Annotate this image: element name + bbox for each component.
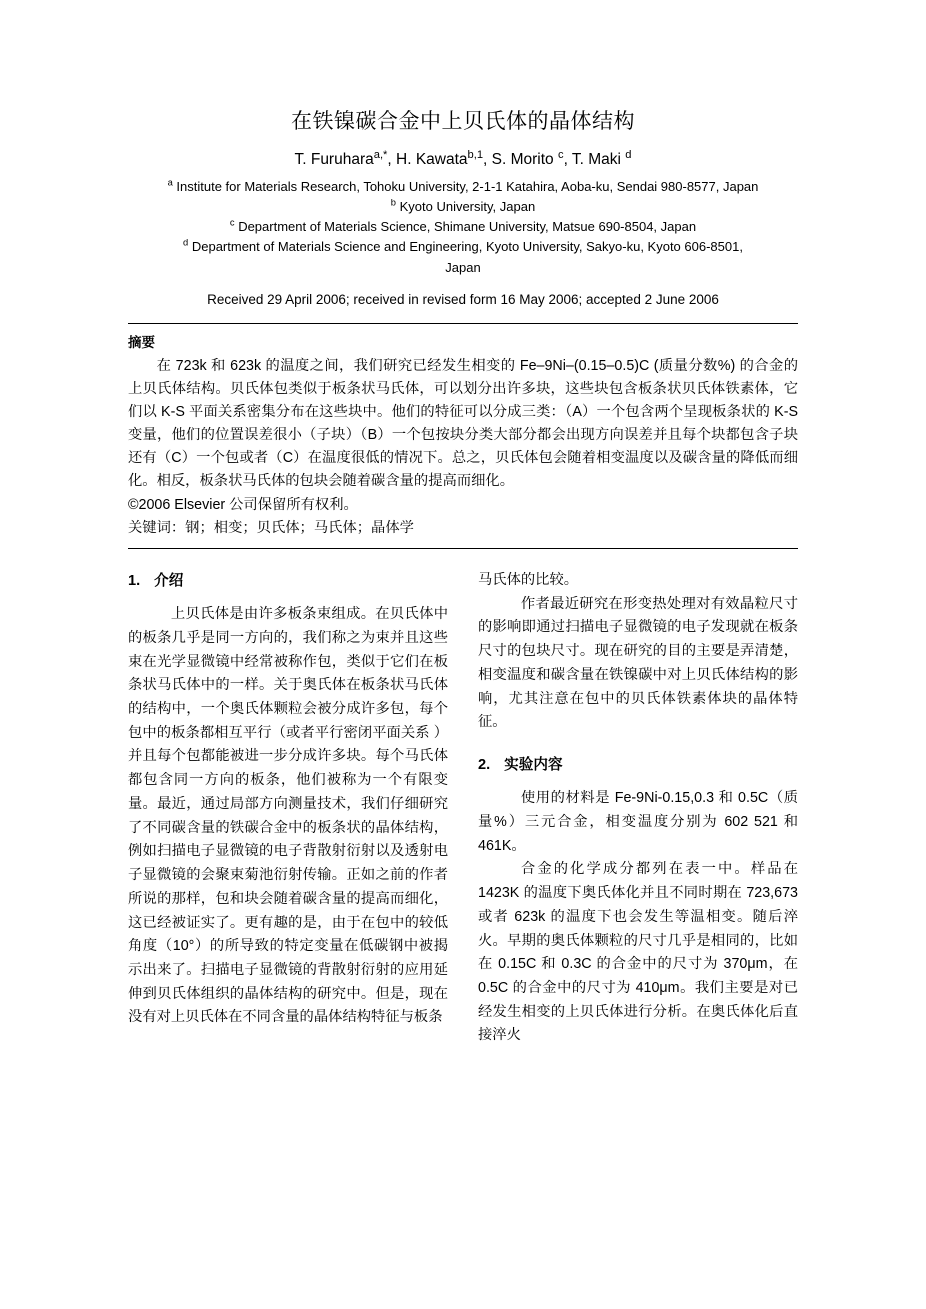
author-2-sup: b,1	[467, 149, 484, 162]
affiliation-a-text: Institute for Materials Research, Tohoku University, 2-1-1 Katahira, Aoba-ku, Sendai 980-8577, Japan	[172, 178, 759, 194]
received-dates: Received 29 April 2006; received in revised form 16 May 2006; accepted 2 June 2006	[207, 291, 719, 307]
author-2: , H. Kawata	[387, 151, 468, 169]
affiliation-c-text: Department of Materials Science, Shimane University, Matsue 690-8504, Japan	[234, 219, 697, 235]
affiliation-b-text: Kyoto University, Japan	[395, 199, 536, 215]
section-1-heading	[128, 569, 448, 593]
abstract-body	[128, 355, 798, 540]
left-column	[128, 569, 448, 1048]
affiliation-d	[128, 237, 798, 257]
affiliation-d-marker: d	[183, 238, 189, 249]
affiliation-d-line2: Japan	[445, 259, 481, 275]
section-1-title: 介绍	[154, 572, 184, 589]
section-2-number: 2.	[478, 756, 491, 773]
right-column-spacer	[478, 735, 798, 753]
abstract-bottom-rule	[128, 548, 798, 549]
affiliation-c	[128, 217, 798, 237]
body-columns	[128, 569, 798, 1048]
section-2-paragraph-1: 使用的材料是 Fe-9Ni-0.15,0.3 和 0.5C（质量%）三元合金，相变温度分别为 602 521 和 461K。	[478, 790, 798, 854]
author-1-sup: a,*	[373, 149, 388, 162]
author-1: T. Furuhara	[294, 151, 374, 169]
section-2-title: 实验内容	[504, 756, 563, 773]
section-1-paragraph-1: 上贝氏体是由许多板条束组成。在贝氏体中的板条几乎是同一方向的，我们称之为束并且这些束在光学显微镜中经常被称作包，类似于它们在板条状马氏体中的一样。关于奥氏体在板条状马氏体的结构中，一个奥氏体颗粒会被分成许多包，每个包中的板条都相互平行（或者平行密闭平面关系 ）并且每个包都能被进一步分成许多块。每个马氏体都包含同一方向的板条，他们被称为一个有限变量。最近，通过局部方向测量技术，我们仔细研究了不同碳含量的铁碳合金中的板条状的晶体结构，例如扫描电子显微镜的电子背散射衍射以及透射电子显微镜的会聚束菊池衍射传输。正如之前的作者所说的那样，包和块会随着碳含量的提高而细化，这已经被证实了。更有趣的是，由于在包中的较低角度（10°）的所导致的特定变量在低碳钢中被揭示出来了。扫描电子显微镜的背散射衍射的应用延伸到贝氏体组织的晶体结构的研究中。但是，现在没有对上贝氏体在不同含量的晶体结构特征与板条	[128, 606, 448, 1026]
affiliation-b	[128, 197, 798, 217]
author-3-sup: c	[557, 149, 564, 162]
author-4: , T. Maki	[563, 151, 626, 169]
abstract-keywords: 关键词：钢；相变；贝氏体；马氏体；晶体学	[128, 519, 414, 536]
abstract-top-rule	[128, 323, 798, 324]
abstract-copyright: ©2006 Elsevier 公司保留所有权利。	[128, 496, 358, 513]
author-4-sup: d	[625, 149, 632, 162]
abstract-paragraph-1: 在 723k 和 623k 的温度之间，我们研究已经发生相变的 Fe–9Ni–(0.15–0.5)C (质量分数%) 的合金的上贝氏体结构。贝氏体包类似于板条状马氏体，可以划分出许多块，这些块包含板条状贝氏体铁素体，它们以 K-S 平面关系密集分布在这些块中。他们的特征可以分成三类：（A）一个包含两个呈现板条状的 K-S 变量，他们的位置误差很小（子块）（B）一个包按块分类大部分都会出现方向误差并且每个块都包含子块还有（C）一个包或者（C）在温度很低的情况下。总之，贝氏体包会随着相变温度以及碳含量的降低而细化。相反，板条状马氏体的包块会随着碳含量的提高而细化。	[128, 357, 798, 490]
author-3: , S. Morito	[483, 151, 558, 169]
section-1-number: 1.	[128, 572, 141, 589]
left-column-continuation: 马氏体的比较。	[478, 571, 579, 588]
affiliation-b-marker: b	[390, 197, 396, 208]
affiliation-d-text: Department of Materials Science and Engineering, Kyoto University, Sakyo-ku, Kyoto 606-8501,	[188, 239, 743, 255]
right-column	[478, 569, 798, 1048]
author-list	[128, 149, 798, 171]
right-column-paragraph-1: 作者最近研究在形变热处理对有效晶粒尺寸的影响即通过扫描电子显微镜的电子发现就在板条尺寸的包块尺寸。现在研究的目的主要是弄清楚，相变温度和碳含量在铁镍碳中对上贝氏体结构的影响，尤其注意在包中的贝氏体铁素体块的晶体特征。	[478, 595, 798, 731]
abstract-heading: 摘要	[128, 334, 155, 350]
affiliation-a-marker: a	[167, 177, 173, 188]
affiliation-c-marker: c	[229, 217, 235, 228]
section-2-paragraph-2: 合金的化学成分都列在表一中。样品在 1423K 的温度下奥氏体化并且不同时期在 723,673 或者 623k 的温度下也会发生等温相变。随后淬火。早期的奥氏体颗粒的尺寸几乎是相同的，比如在 0.15C 和 0.3C 的合金中的尺寸为 370μm，在 0.5C 的合金中的尺寸为 410μm。我们主要是对已经发生相变的上贝氏体进行分析。在奥氏体化后直接淬火	[478, 861, 798, 1044]
page-title: 在铁镍碳合金中上贝氏体的晶体结构	[291, 110, 635, 133]
affiliation-a	[128, 177, 798, 197]
section-2-heading	[478, 753, 798, 777]
